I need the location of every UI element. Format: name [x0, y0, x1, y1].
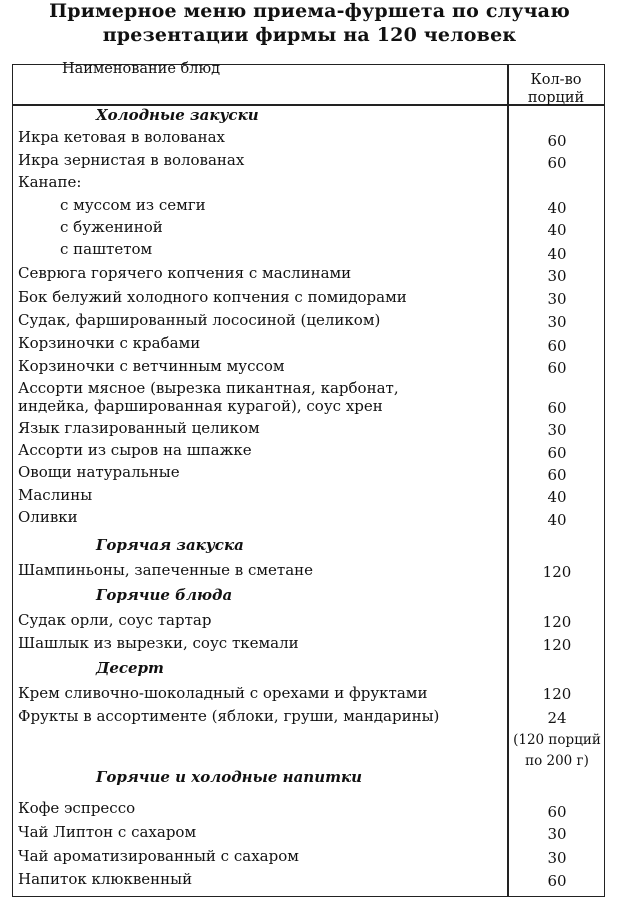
dish-name: индейка, фаршированная курагой), соус хрен	[18, 397, 383, 415]
portion-count: 60	[547, 132, 567, 150]
dish-name: Судак орли, соус тартар	[18, 611, 212, 629]
dish-name: с муссом из семги	[60, 196, 206, 214]
dish-name: Корзиночки с крабами	[18, 334, 201, 352]
dish-name: Чай Липтон с сахаром	[18, 823, 197, 841]
dish-name: Напиток клюквенный	[18, 870, 193, 888]
dish-name: Судак, фаршированный лососиной (целиком)	[18, 311, 381, 329]
section-heading: Горячая закуска	[96, 536, 244, 554]
section-heading: Десерт	[96, 659, 164, 677]
portion-count: 30	[547, 849, 567, 867]
dish-name: Ассорти из сыров на шпажке	[18, 441, 252, 459]
portion-note: (120 порций	[513, 732, 601, 748]
dish-name: Канапе:	[18, 173, 82, 191]
portion-count: 24	[547, 709, 567, 727]
section-heading: Холодные закуски	[96, 106, 259, 124]
portion-count: 40	[547, 488, 567, 506]
header-quantity-line-1: Кол-во	[530, 72, 582, 88]
portion-count: 120	[542, 636, 572, 654]
portion-count: 30	[547, 313, 567, 331]
document-title-line-1: Примерное меню приема-фуршета по случаю	[49, 0, 570, 22]
portion-count: 120	[542, 563, 572, 581]
dish-name: Оливки	[18, 508, 78, 526]
portion-count: 60	[547, 803, 567, 821]
section-heading: Горячие и холодные напитки	[96, 768, 363, 786]
portion-count: 30	[547, 267, 567, 285]
dish-name: с бужениной	[60, 218, 163, 236]
portion-count: 40	[547, 221, 567, 239]
dish-name: Шампиньоны, запеченные в сметане	[18, 561, 314, 579]
dish-name: Овощи натуральные	[18, 463, 180, 481]
header-quantity-line-2: порций	[527, 90, 585, 106]
header-quantity	[507, 71, 605, 107]
dish-name: Чай ароматизированный с сахаром	[18, 847, 299, 865]
dish-name: Фрукты в ассортименте (яблоки, груши, мандарины)	[18, 707, 440, 725]
portion-count: 60	[547, 399, 567, 417]
document-title-line-2: презентации фирмы на 120 человек	[102, 24, 517, 46]
dish-name: Икра зернистая в волованах	[18, 151, 245, 169]
portion-count: 120	[542, 685, 572, 703]
portion-count: 30	[547, 290, 567, 308]
dish-name: Ассорти мясное (вырезка пикантная, карбонат,	[18, 379, 399, 397]
portion-count: 60	[547, 337, 567, 355]
portion-count: 60	[547, 466, 567, 484]
dish-name: Икра кетовая в волованах	[18, 128, 226, 146]
dish-name: Кофе эспрессо	[18, 799, 136, 817]
section-heading: Горячие блюда	[96, 586, 233, 604]
dish-name: Бок белужий холодного копчения с помидорами	[18, 288, 407, 306]
portion-count: 30	[547, 421, 567, 439]
portion-count: 40	[547, 199, 567, 217]
header-dish-name: Наименование блюд	[62, 61, 221, 77]
dish-name: Севрюга горячего копчения с маслинами	[18, 264, 352, 282]
portion-count: 30	[547, 825, 567, 843]
portion-count: 60	[547, 154, 567, 172]
dish-name: с паштетом	[60, 240, 153, 258]
portion-count: 60	[547, 872, 567, 890]
dish-name: Крем сливочно-шоколадный с орехами и фруктами	[18, 684, 428, 702]
dish-name: Маслины	[18, 486, 93, 504]
portion-count: 40	[547, 511, 567, 529]
portion-count: 60	[547, 359, 567, 377]
portion-note: по 200 г)	[525, 753, 589, 769]
portion-count: 40	[547, 245, 567, 263]
dish-name: Язык глазированный целиком	[18, 419, 260, 437]
portion-count: 60	[547, 444, 567, 462]
dish-name: Шашлык из вырезки, соус ткемали	[18, 634, 299, 652]
portion-count: 120	[542, 613, 572, 631]
dish-name: Корзиночки с ветчинным муссом	[18, 357, 285, 375]
